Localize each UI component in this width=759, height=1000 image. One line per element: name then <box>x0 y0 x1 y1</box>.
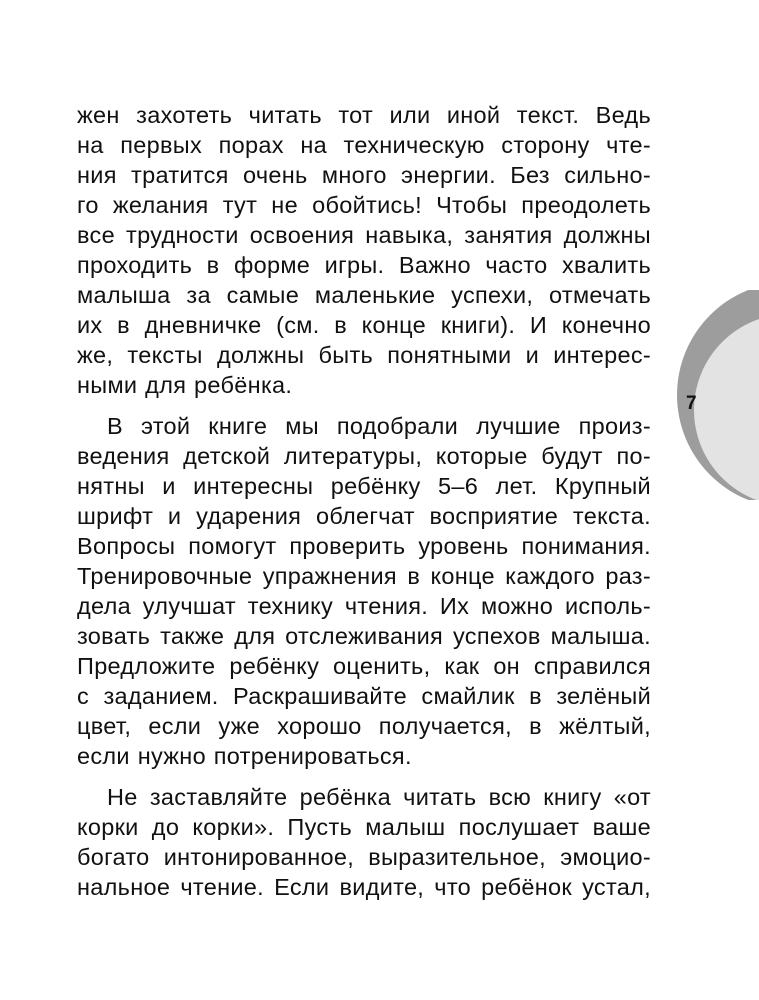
text-line: Предложите ребёнку оценить, как он справился <box>77 653 651 679</box>
text-line: если нужно потренироваться. <box>77 743 412 769</box>
text-line: их в дневничке (см. в конце книги). И конечно <box>77 312 651 338</box>
text-line: на первых порах на техническую сторону чте- <box>77 132 651 158</box>
text-line: В этой книге мы подобрали лучшие произ- <box>107 413 651 439</box>
page-tab-shape <box>668 290 759 500</box>
text-line: ведения детской литературы, которые будут по- <box>77 443 651 469</box>
text-line: го желания тут не обойтись! Чтобы преодолеть <box>77 192 651 218</box>
text-line: с заданием. Раскрашивайте смайлик в зелёный <box>77 683 651 709</box>
text-line: ными для ребёнка. <box>77 372 293 398</box>
text-line: дела улучшат технику чтения. Их можно исполь- <box>77 593 651 619</box>
page-number: 7 <box>686 393 697 414</box>
text-line: богато интонированное, выразительное, эмоцио- <box>77 844 651 870</box>
body-text <box>77 100 651 902</box>
text-line: шрифт и ударения облегчат восприятие текста. <box>77 503 651 529</box>
text-line: малыша за самые маленькие успехи, отмечать <box>77 282 651 308</box>
text-line: корки до корки». Пусть малыш послушает ваше <box>77 814 651 840</box>
text-line: Вопросы помогут проверить уровень понимания. <box>77 533 651 559</box>
text-line: Не заставляйте ребёнка читать всю книгу «от <box>107 784 651 810</box>
page-tab-decoration <box>668 290 759 500</box>
text-line: все трудности освоения навыка, занятия должны <box>77 222 651 248</box>
text-line: жен захотеть читать тот или иной текст. Ведь <box>77 102 651 128</box>
text-line: цвет, если уже хорошо получается, в жёлтый, <box>77 713 651 739</box>
text-line: Тренировочные упражнения в конце каждого раз- <box>77 563 651 589</box>
paragraph <box>77 100 651 400</box>
text-line: проходить в форме игры. Важно часто хвалить <box>77 252 651 278</box>
paragraph <box>77 411 651 771</box>
text-line: зовать также для отслеживания успехов малыша. <box>77 623 651 649</box>
text-line: нятны и интересны ребёнку 5–6 лет. Крупный <box>77 473 651 499</box>
text-line: же, тексты должны быть понятными и интерес- <box>77 342 651 368</box>
paragraph <box>77 782 651 902</box>
text-line: нальное чтение. Если видите, что ребёнок устал, <box>77 874 651 900</box>
text-line: ния тратится очень много энергии. Без сильно- <box>77 162 651 188</box>
